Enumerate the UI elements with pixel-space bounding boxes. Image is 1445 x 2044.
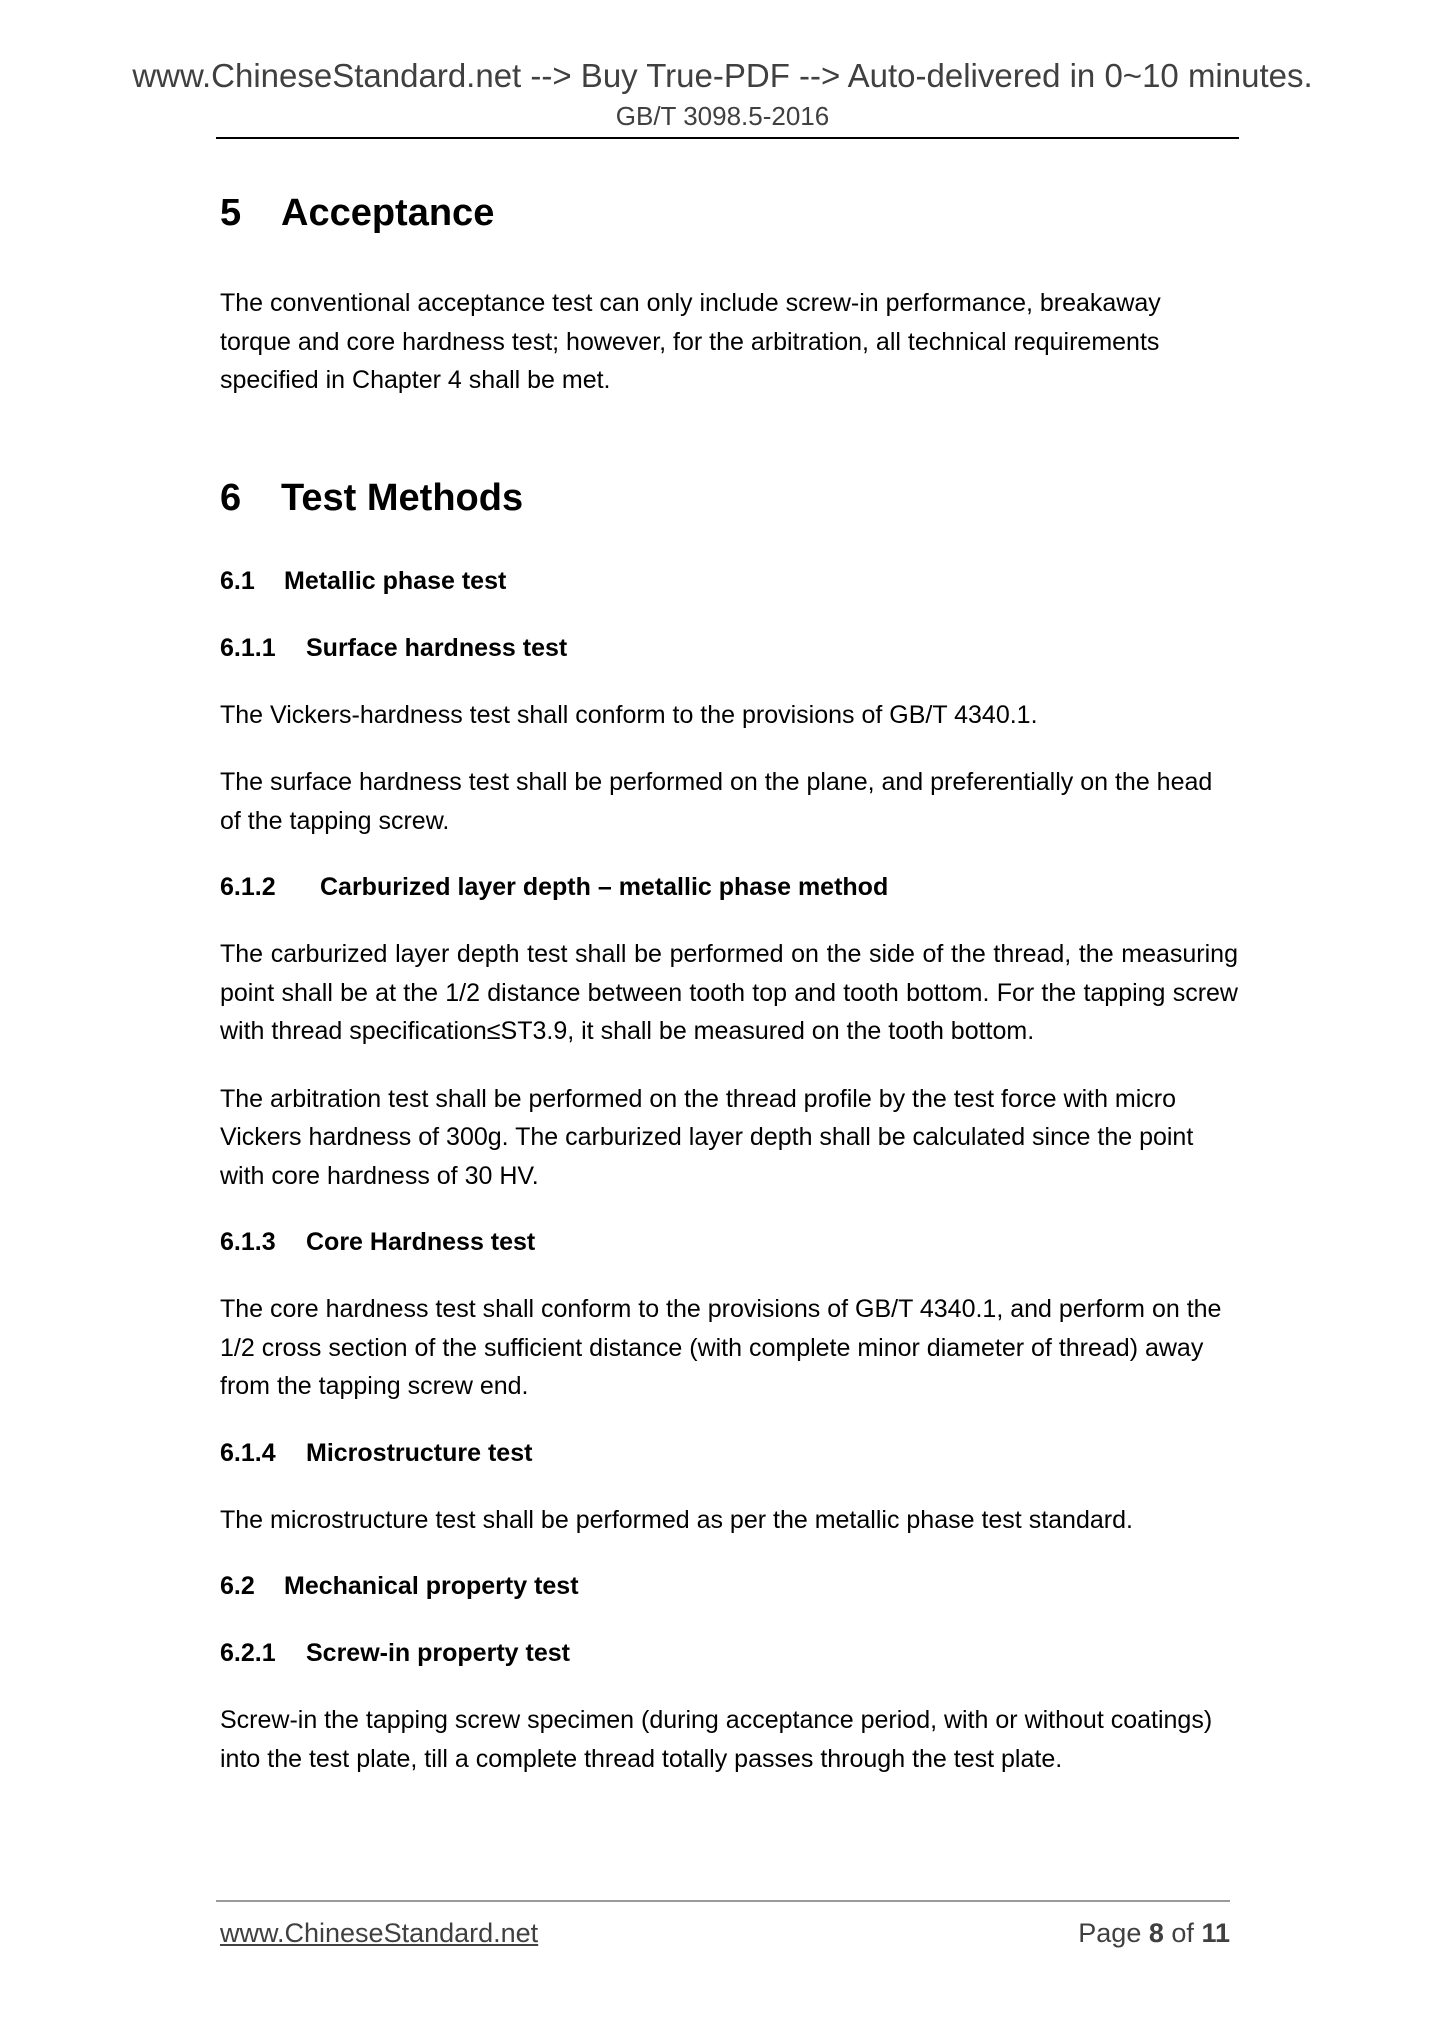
section-number: 5	[220, 192, 242, 234]
subsection-number: 6.1.1	[220, 633, 276, 662]
subsection-number: 6.2	[220, 1572, 255, 1600]
paragraph: The microstructure test shall be performed as per the metallic phase test standard.	[220, 1505, 1133, 1534]
subsection-heading-6-1-2	[220, 870, 1238, 904]
subsection-title: Microstructure test	[306, 1438, 533, 1467]
footer-divider	[216, 1900, 1230, 1902]
subsection-title: Screw-in property test	[306, 1639, 570, 1667]
subsection-heading-6-1	[220, 564, 1238, 598]
subsection-number: 6.1.4	[220, 1438, 276, 1467]
subsection-heading-6-1-1	[220, 631, 1238, 665]
acceptance-paragraph: The conventional acceptance test can only include screw-in performance, breakaway torque and core hardness test; however, for the arbitration, all technical requirements specified in Chapter 4 shall be met.	[220, 289, 1161, 394]
subsection-number: 6.1.2	[220, 873, 276, 901]
section-number: 6	[220, 476, 242, 519]
paragraph: The arbitration test shall be performed on the thread profile by the test force with micro Vickers hardness of 300g. The carburized layer depth shall be calculated since the point with core hardness of 30 HV.	[220, 1084, 1194, 1190]
paragraph: The Vickers-hardness test shall conform to the provisions of GB/T 4340.1.	[220, 700, 1038, 729]
page-word: Page	[1078, 1918, 1142, 1948]
subsection-number: 6.1	[220, 566, 255, 595]
subsection-heading-6-1-4	[220, 1436, 1238, 1470]
section-heading-acceptance	[220, 185, 1238, 241]
subsection-heading-6-2-1	[220, 1636, 1238, 1670]
subsection-title: Surface hardness test	[306, 633, 568, 662]
section-heading-test-methods	[220, 470, 1238, 526]
page-total: 11	[1201, 1918, 1230, 1948]
standard-code: GB/T 3098.5-2016	[615, 101, 830, 131]
document-body	[220, 185, 1238, 1778]
section-title: Acceptance	[281, 192, 495, 234]
page-of: of	[1171, 1918, 1194, 1948]
promo-banner-text[interactable]: www.ChineseStandard.net --> Buy True-PDF --> Auto-delivered in 0~10 minutes.	[132, 57, 1313, 94]
paragraph: The carburized layer depth test shall be performed on the side of the thread, the measuring point shall be at the 1/2 distance between tooth top and tooth bottom. For the tapping screw with thread specification≤ST3.9, it shall be measured on the tooth bottom.	[220, 940, 1238, 1045]
paragraph: Screw-in the tapping screw specimen (during acceptance period, with or without coatings) into the test plate, till a complete thread totally passes through the test plate.	[220, 1706, 1213, 1773]
subsection-title: Core Hardness test	[306, 1228, 536, 1256]
footer-site-link[interactable]: www.ChineseStandard.net	[220, 1918, 539, 1948]
subsection-heading-6-1-3	[220, 1225, 1238, 1259]
section-title: Test Methods	[281, 476, 524, 519]
subsection-title: Mechanical property test	[284, 1572, 579, 1600]
subsection-heading-6-2	[220, 1569, 1238, 1603]
subsection-title: Metallic phase test	[284, 566, 507, 595]
page-indicator	[1078, 1916, 1230, 1950]
subsection-title: Carburized layer depth – metallic phase method	[320, 873, 889, 901]
subsection-number: 6.1.3	[220, 1228, 276, 1256]
page-header	[0, 56, 1445, 132]
paragraph: The core hardness test shall conform to the provisions of GB/T 4340.1, and perform on the 1/2 cross section of the sufficient distance (with complete minor diameter of thread) away from the tapping screw end.	[220, 1295, 1222, 1400]
paragraph: The surface hardness test shall be performed on the plane, and preferentially on the head of the tapping screw.	[220, 768, 1213, 835]
subsection-number: 6.2.1	[220, 1639, 276, 1667]
page-current: 8	[1148, 1918, 1164, 1948]
header-divider	[216, 137, 1239, 139]
